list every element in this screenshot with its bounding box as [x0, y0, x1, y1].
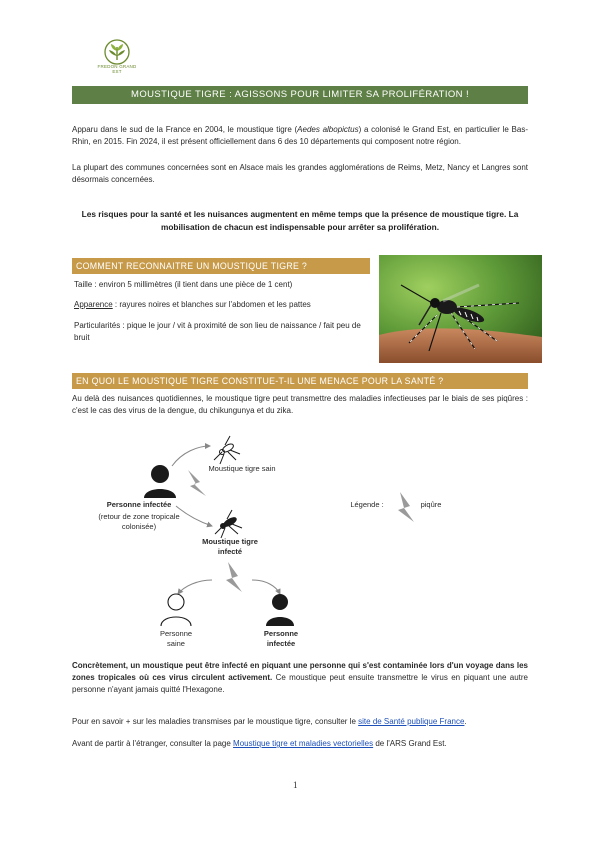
healthy-mosquito-label: Moustique tigre sain [208, 464, 276, 473]
infected-person-title: Personne infectée [106, 500, 172, 509]
intro-paragraph-1: Apparu dans le sud de la France en 2004, le moustique tigre (Aedes albopictus) a colonisé le Grand Est, en particulier le Bas-Rhin, en 2015. Fin 2024, il est présent officiellement dans 6 des 10 départements qui composent notre région. [72, 125, 529, 146]
logo-text: FREDON GRAND EST [97, 64, 137, 74]
health-threat-text: Au delà des nuisances quotidiennes, le moustique tigre peut transmettre des maladies infectieuses par le biais de ses piqûres : c'est le cas des virus de la dengue, du chikungunya et du zika. [72, 394, 528, 415]
infected-mosquito-label: Moustique tigre infecté [202, 537, 258, 556]
intro-paragraph-2: La plupart des communes concernées sont en Alsace mais les grandes agglomérations de Reims, Metz, Nancy et Langres sont désormais concernées. [72, 163, 528, 184]
sante-publique-link[interactable]: site de Santé publique France [358, 717, 465, 726]
more-info-line-2: Avant de partir à l'étranger, consulter la page Moustique tigre et maladies vectorielles de l'ARS Grand Est. [72, 739, 447, 748]
more-info-line-1: Pour en savoir + sur les maladies transmises par le moustique tigre, consulter le site de Santé publique France. [72, 717, 467, 726]
legend-item-label: piqûre [420, 500, 442, 509]
infected-person-2-icon [266, 594, 294, 626]
healthy-mosquito-icon [214, 436, 240, 464]
healthy-person-icon [161, 594, 191, 626]
latin-name: Aedes albopictus [297, 125, 359, 134]
section-title-health-threat: EN QUOI LE MOUSTIQUE TIGRE CONSTITUE-T-IL UNE MENACE POUR LA SANTÉ ? [72, 373, 528, 389]
infected-person-subtitle: (retour de zone tropicale colonisée) [98, 512, 180, 531]
infected-person-icon [144, 465, 176, 498]
legend-bolt-icon [398, 492, 414, 522]
healthy-person-label: Personne saine [159, 629, 193, 648]
page-number: 1 [293, 780, 298, 790]
warning-text: Les risques pour la santé et les nuisances augmentent en même temps que la présence de moustique tigre. La mobilisation de chacun est indispensable pour arrêter sa prolifération. [81, 209, 519, 232]
mosquito-photo [379, 255, 542, 363]
particularities-text: Particularités : pique le jour / vit à proximité de son lieu de naissance / fait peu de bruit [74, 321, 361, 342]
infected-mosquito-icon [215, 510, 242, 538]
ars-page-link[interactable]: Moustique tigre et maladies vectorielles [233, 739, 374, 748]
page-title: MOUSTIQUE TIGRE : AGISSONS POUR LIMITER SA PROLIFÉRATION ! [72, 86, 528, 104]
explanation-text: Concrètement, un moustique peut être infecté en piquant une personne qui s'est contaminée lors d'un voyage dans les zones tropicales où ces virus circulent activement. Ce moustique peut ensuite transmettre le virus en piquant une autre personne n'ayant jamais quitté l'Hexagone. [72, 661, 528, 694]
transmission-diagram [72, 430, 528, 660]
section-title-recognize: COMMENT RECONNAITRE UN MOUSTIQUE TIGRE ? [72, 258, 370, 274]
legend-label: Légende : [350, 500, 384, 509]
size-text: Taille : environ 5 millimètres (il tient dans une pièce de 1 cent) [74, 280, 293, 289]
appearance-text: Apparence : rayures noires et blanches sur l'abdomen et les pattes [74, 300, 311, 309]
infected-person-2-label: Personne infectée [263, 629, 299, 648]
